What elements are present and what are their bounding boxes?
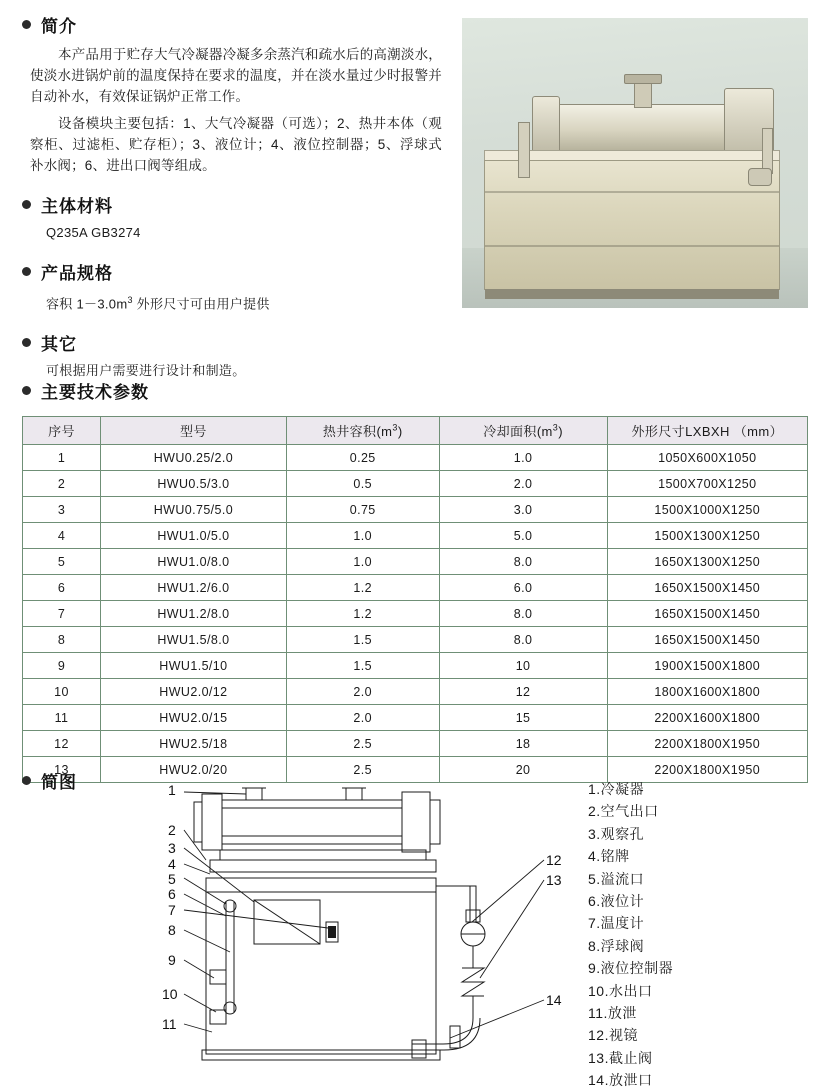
table-cell: 2.5 xyxy=(286,757,439,783)
photo-pipe-left xyxy=(518,122,530,178)
callout-5: 5 xyxy=(168,871,176,887)
table-cell: 1.0 xyxy=(286,523,439,549)
table-cell: HWU1.5/10 xyxy=(101,653,287,679)
table-cell: 5 xyxy=(23,549,101,575)
table-cell: 1500X700X1250 xyxy=(607,471,807,497)
section-title-spec: 产品规格 xyxy=(41,264,113,283)
table-row xyxy=(23,653,808,679)
bullet-icon xyxy=(22,338,31,347)
legend-item: 10.水出口 xyxy=(588,982,653,999)
table-cell: 1900X1500X1800 xyxy=(607,653,807,679)
table-cell: HWU1.0/8.0 xyxy=(101,549,287,575)
table-cell: HWU1.0/5.0 xyxy=(101,523,287,549)
table-cell: HWU0.5/3.0 xyxy=(101,471,287,497)
bullet-icon xyxy=(22,386,31,395)
spec-text-prefix: 容积 1－3.0m xyxy=(46,296,128,312)
intro-paragraph-2: 设备模块主要包括：1、大气冷凝器（可选）；2、热井本体（观察柜、过滤柜、贮存柜）；3、液位计；4、液位控制器；5、浮球式补水阀；6、进出口阀等组成。 xyxy=(30,116,442,173)
section-heading-material xyxy=(22,192,442,217)
section-heading-other xyxy=(22,330,442,355)
legend-item: 11.放泄 xyxy=(588,1005,637,1022)
table-cell: 2.0 xyxy=(286,679,439,705)
callout-11: 11 xyxy=(162,1016,177,1032)
table-cell: 0.5 xyxy=(286,471,439,497)
intro-paragraph-1: 本产品用于贮存大气冷凝器冷凝多余蒸汽和疏水后的高潮淡水，使淡水进锅炉前的温度保持在要求的温度，并在淡水量过少时报警并自动补水，有效保证锅炉正常工作。 xyxy=(30,47,442,104)
table-cell: 2.5 xyxy=(286,731,439,757)
intro-column xyxy=(22,12,442,381)
legend-item: 2.空气出口 xyxy=(588,803,659,820)
table-row xyxy=(23,705,808,731)
table-cell: HWU2.0/12 xyxy=(101,679,287,705)
photo-valve xyxy=(748,168,772,186)
table-cell: 2.0 xyxy=(286,705,439,731)
section-title-params: 主要技术参数 xyxy=(41,383,149,402)
table-header-row xyxy=(23,417,808,445)
table-cell: HWU1.2/8.0 xyxy=(101,601,287,627)
table-cell: 1.5 xyxy=(286,653,439,679)
spec-table xyxy=(22,416,808,783)
table-cell: 1050X600X1050 xyxy=(607,445,807,471)
table-cell: 1650X1500X1450 xyxy=(607,627,807,653)
table-cell: 11 xyxy=(23,705,101,731)
table-cell: 5.0 xyxy=(439,523,607,549)
th-cooling-area: 冷却面积$(m^3)$ xyxy=(439,417,607,445)
table-cell: 1650X1500X1450 xyxy=(607,575,807,601)
callout-13: 13 xyxy=(546,872,562,888)
table-cell: 20 xyxy=(439,757,607,783)
params-heading-row xyxy=(22,378,149,403)
table-cell: 1800X1600X1800 xyxy=(607,679,807,705)
spec-table-body xyxy=(23,445,808,783)
diagram-svg xyxy=(150,782,570,1072)
spec-text-suffix: 外形尺寸可由用户提供 xyxy=(132,296,270,312)
spec-text xyxy=(46,290,442,314)
table-cell: 1.5 xyxy=(286,627,439,653)
diagram-heading-row xyxy=(22,768,77,793)
table-cell: 1650X1500X1450 xyxy=(607,601,807,627)
table-cell: 2200X1600X1800 xyxy=(607,705,807,731)
th-index: 序号 xyxy=(23,417,101,445)
callout-6: 6 xyxy=(168,886,176,902)
callout-8: 8 xyxy=(168,922,176,938)
table-cell: 1.0 xyxy=(439,445,607,471)
table-row xyxy=(23,471,808,497)
table-cell: 8.0 xyxy=(439,549,607,575)
section-other xyxy=(22,330,442,381)
bullet-icon xyxy=(22,776,31,785)
table-row xyxy=(23,601,808,627)
table-cell: 10 xyxy=(439,653,607,679)
table-cell: HWU2.5/18 xyxy=(101,731,287,757)
legend-item: 9.液位控制器 xyxy=(588,960,674,977)
th-dimensions: 外形尺寸LXBXH （mm） xyxy=(607,417,807,445)
spec-table-head xyxy=(23,417,808,445)
table-cell: 12 xyxy=(23,731,101,757)
table-cell: 3.0 xyxy=(439,497,607,523)
section-title-material: 主体材料 xyxy=(41,197,113,216)
bullet-icon xyxy=(22,267,31,276)
section-heading-diagram xyxy=(22,768,77,793)
table-cell: 2200X1800X1950 xyxy=(607,757,807,783)
table-cell: 12 xyxy=(439,679,607,705)
bullet-icon xyxy=(22,20,31,29)
section-title-diagram: 简图 xyxy=(41,773,77,792)
section-material xyxy=(22,192,442,243)
table-cell: 6.0 xyxy=(439,575,607,601)
photo-tank-body xyxy=(484,160,780,290)
table-cell: HWU1.2/6.0 xyxy=(101,575,287,601)
table-cell: 3 xyxy=(23,497,101,523)
th-cooling-sup: 3 xyxy=(552,422,559,433)
section-title-intro: 简介 xyxy=(41,17,77,36)
photo-tank-band xyxy=(485,191,779,193)
table-cell: 2200X1800X1950 xyxy=(607,731,807,757)
table-cell: HWU2.0/15 xyxy=(101,705,287,731)
table-row xyxy=(23,627,808,653)
section-heading-intro xyxy=(22,12,442,37)
callout-2: 2 xyxy=(168,822,176,838)
table-cell: 1.2 xyxy=(286,575,439,601)
spec-text-superscript: 3 xyxy=(127,295,133,305)
photo-vent-cap xyxy=(624,74,662,84)
diagram-legend xyxy=(588,778,818,1092)
callout-9: 9 xyxy=(168,952,176,968)
table-cell: 1650X1300X1250 xyxy=(607,549,807,575)
table-row xyxy=(23,575,808,601)
table-cell: 6 xyxy=(23,575,101,601)
table-cell: 1.2 xyxy=(286,601,439,627)
product-photo xyxy=(462,18,808,308)
table-cell: 4 xyxy=(23,523,101,549)
table-cell: 10 xyxy=(23,679,101,705)
callout-14: 14 xyxy=(546,992,562,1008)
table-cell: 18 xyxy=(439,731,607,757)
table-cell: 8.0 xyxy=(439,627,607,653)
table-row xyxy=(23,549,808,575)
technical-diagram xyxy=(150,782,570,1072)
th-model: 型号 xyxy=(101,417,287,445)
legend-item: 12.视镜 xyxy=(588,1027,638,1044)
legend-item: 13.截止阀 xyxy=(588,1049,653,1066)
callout-12: 12 xyxy=(546,852,562,868)
callout-7: 7 xyxy=(168,902,176,918)
th-hotwell-volume: 热井容积$(m^3)$ xyxy=(286,417,439,445)
table-cell: 2.0 xyxy=(439,471,607,497)
callout-10: 10 xyxy=(162,986,178,1002)
table-cell: 1.0 xyxy=(286,549,439,575)
legend-item: 6.液位计 xyxy=(588,893,645,910)
table-row xyxy=(23,679,808,705)
th-hotwell-sup: 3 xyxy=(392,422,398,433)
legend-item: 7.温度计 xyxy=(588,915,645,932)
legend-item: 4.铭牌 xyxy=(588,848,630,865)
section-title-other: 其它 xyxy=(41,335,77,355)
bullet-icon xyxy=(22,200,31,209)
callout-3: 3 xyxy=(168,840,176,856)
table-row xyxy=(23,445,808,471)
table-cell: 13 xyxy=(23,757,101,783)
table-cell: HWU1.5/8.0 xyxy=(101,627,287,653)
table-cell: 9 xyxy=(23,653,101,679)
table-cell: 15 xyxy=(439,705,607,731)
table-cell: HWU2.0/20 xyxy=(101,757,287,783)
section-heading-spec xyxy=(22,259,442,284)
photo-tank-band xyxy=(485,245,779,247)
table-cell: HWU0.75/5.0 xyxy=(101,497,287,523)
legend-item: 14.放泄口 xyxy=(588,1072,653,1089)
callout-1: 1 xyxy=(168,782,176,798)
callout-4: 4 xyxy=(168,856,176,872)
table-cell: 2 xyxy=(23,471,101,497)
table-row xyxy=(23,523,808,549)
section-product-spec xyxy=(22,259,442,314)
photo-condenser-cylinder xyxy=(554,104,732,152)
table-cell: 0.75 xyxy=(286,497,439,523)
table-cell: 8 xyxy=(23,627,101,653)
table-cell: 8.0 xyxy=(439,601,607,627)
table-cell: 7 xyxy=(23,601,101,627)
table-cell: HWU0.25/2.0 xyxy=(101,445,287,471)
table-cell: 1500X1000X1250 xyxy=(607,497,807,523)
legend-item: 1.冷凝器 xyxy=(588,781,645,797)
table-row xyxy=(23,731,808,757)
table-row xyxy=(23,497,808,523)
legend-item: 8.浮球阀 xyxy=(588,937,645,954)
legend-item: 5.溢流口 xyxy=(588,870,645,887)
section-heading-params xyxy=(22,378,149,403)
legend-item: 3.观察孔 xyxy=(588,825,645,842)
other-text: 可根据用户需要进行设计和制造。 xyxy=(46,363,246,379)
material-text: Q235A GB3274 xyxy=(46,225,141,240)
table-cell: 0.25 xyxy=(286,445,439,471)
table-cell: 1 xyxy=(23,445,101,471)
table-cell: 1500X1300X1250 xyxy=(607,523,807,549)
photo-vent-stack xyxy=(634,80,652,108)
